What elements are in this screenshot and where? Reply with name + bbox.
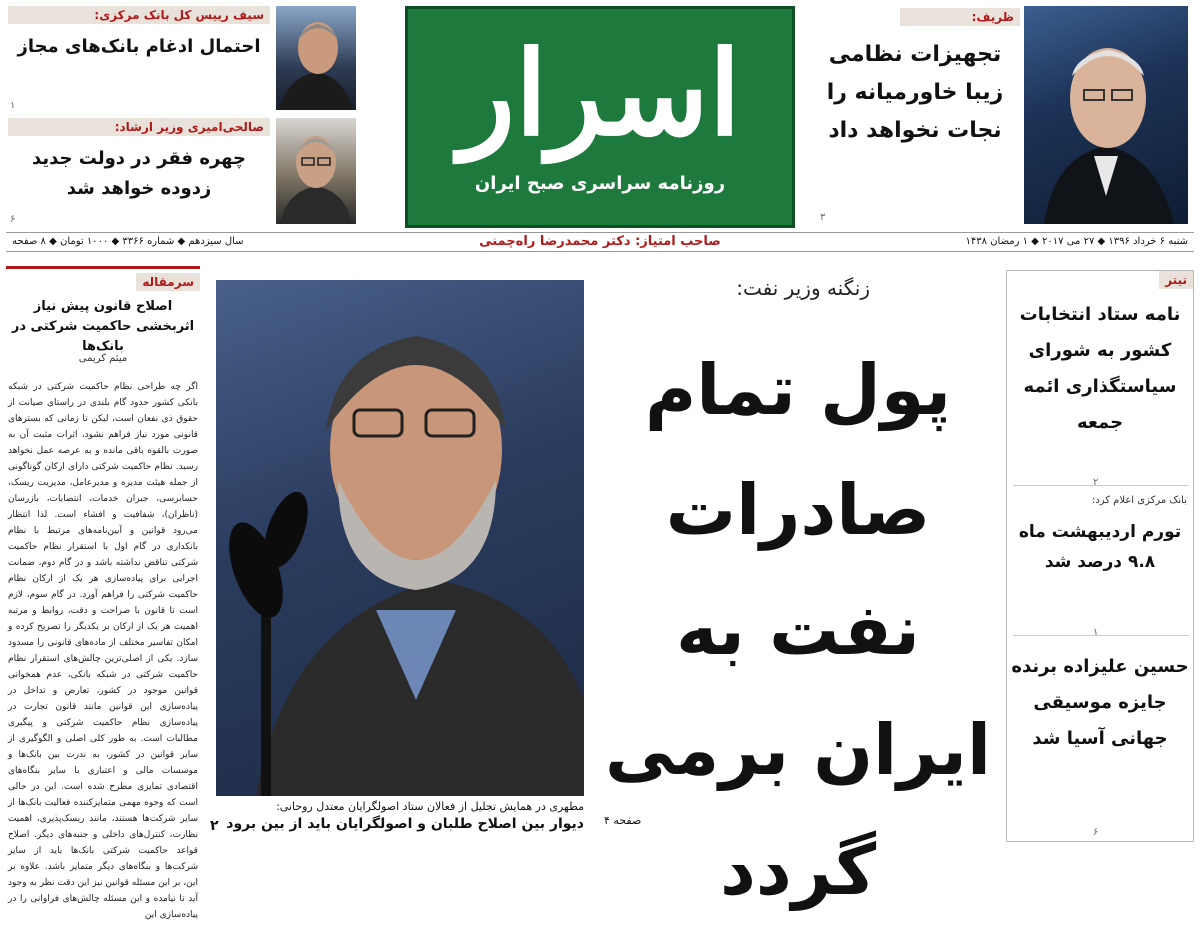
editorial-label: سرمقاله	[136, 273, 200, 291]
zarif-page-number: ۳	[820, 212, 826, 223]
divider	[1013, 485, 1189, 486]
salehi-photo	[276, 118, 356, 224]
photo-caption-kicker: مطهری در همایش تجلیل از فعالان ستاد اصولگرایان معتدل روحانی:	[276, 800, 584, 813]
seif-page-number: ۱	[10, 100, 16, 111]
main-page-reference: صفحه ۴	[604, 814, 642, 827]
election-letter-page-number: ۲	[1093, 477, 1099, 488]
issue-date: شنبه ۶ خرداد ۱۳۹۶ ◆ ۲۷ می ۲۰۱۷ ◆ ۱ رمضان ۱۴۳۸	[965, 236, 1188, 247]
inflation-headline[interactable]: تورم اردیبهشت ماه ۹.۸ درصد شد	[1018, 522, 1182, 572]
photo-caption-page-number: ۲	[210, 818, 219, 834]
logo-title: اسرار	[459, 26, 741, 162]
election-letter-headline[interactable]: نامه ستاد انتخابات کشور به شورای سیاستگذاری ائمه جمعه	[1019, 304, 1181, 433]
zarif-headline[interactable]: تجهیزات نظامی زیبا خاورمیانه را نجات نخواهد داد	[826, 42, 1004, 143]
editorial-title[interactable]: اصلاح قانون پیش نیاز اثربخشی حاکمیت شرکتی در بانک‌ها	[11, 299, 195, 354]
info-bar	[6, 232, 1194, 252]
main-headline[interactable]: پول تمام صادرات نفت به ایران برمی گردد	[605, 349, 991, 911]
seif-kicker: سیف رییس کل بانک مرکزی:	[8, 6, 270, 24]
divider	[1013, 635, 1189, 636]
inflation-kicker: بانک مرکزی اعلام کرد:	[1091, 495, 1187, 506]
salehi-page-number: ۶	[10, 214, 16, 225]
issue-details: سال سیزدهم ◆ شماره ۳۳۶۶ ◆ ۱۰۰۰ تومان ◆ ۸ صفحه	[12, 236, 244, 247]
music-award-headline[interactable]: حسین علیزاده برنده جایزه موسیقی جهانی آسیا شد	[1011, 656, 1189, 749]
editorial-author: میثم کریمی	[78, 353, 128, 364]
zarif-kicker: ظریف:	[900, 8, 1020, 26]
seif-headline[interactable]: احتمال ادغام بانک‌های مجاز	[17, 36, 261, 57]
inflation-page-number: ۱	[1093, 627, 1099, 638]
main-kicker: زنگنه وزیر نفت:	[736, 276, 870, 300]
right-column-label: تیتر	[1159, 271, 1193, 289]
logo-subtitle: روزنامه سراسری صبح ایران	[474, 173, 726, 194]
publisher-line: صاحب امتیاز: دکتر محمدرضا راه‌چمنی	[479, 234, 721, 249]
right-news-column	[1006, 270, 1194, 842]
editorial-column	[6, 266, 200, 920]
main-photo	[216, 280, 584, 796]
seif-photo	[276, 6, 356, 110]
music-award-page-number: ۶	[1093, 827, 1099, 838]
editorial-body: اگر چه طراحی نظام حاکمیت شرکتی در شبکه بانکی کشور حدود گام بلندی در راستای صیانت از حقوق ذی نفعان است، لیکن تا زمانی که بسترهای قانونی مورد نیاز فراهم نشود، اثرات مثبت آن به صورت بالقوه باقی مانده و به عرصه عمل نخواهد رسید. نظام حاکمیت شرکتی دارای ارکان گوناگونی از جمله هیئت مدیره و مدیرعامل، مدیریت ریسک، حسابرسی، جبران خدمات، انتصابات، بازرسان (ناظران)، شفافیت و افشاء است. لذا انتظار می‌رود قوانین و آیین‌نامه‌های مرتبط با نظام بانکداری در گام اول با استقرار نظام حاکمیت شرکتی تناقض نداشته باشد و در گام دوم، ضمانت اجرایی برای پیاده‌سازی هر یک از ارکان نظام حاکمیت شرکتی را فراهم آورد. در گام سوم، لازم است تا قانون با صراحت و دقت، روابط و مرتبه اهمیت هر یک از ارکان بر یکدیگر را تصریح کرده و امکان تفاسیر مختلف از ماده‌های قانونی را مسدود سازد. یکی از اصلی‌ترین چالش‌های استقرار نظام حاکمیت شرکتی در شبکه بانکی، عدم همخوانی قوانین موجود در کشور، تعارض و تداخل در پیاده‌سازی این قوانین مانند قانون تجارت در پیاده‌سازی نظام حاکمیت شرکتی و پیگیری مطالبات است. به طور کلی اصلی و الگوگیری از سایر قوانین در کشور، به ندرت بین بانک‌ها و موسسات مالی و اعتباری با سایر بنگاه‌های اقتصادی تمایزی مطرح شده است. این در حالی است که وجوه مهمی متمایزکننده فعالیت بانک‌ها از سایر شرکت‌ها هستند، مانند ریسک‌پذیری، اهمیت نظارت، کنترل‌های داخلی و جنبه‌های دیگر. اصلاح قواعد حاکمیت شرکتی بانک‌ها باید از سایر شرکت‌ها و بنگاه‌های دیگر متمایز باشد. علاوه بر این، بر این مسئله قوانین نیز این دقت نظر به وجود آید تا نیامده و این مسئله چالش‌های فراوانی را در پیاده‌سازی این	[8, 382, 198, 920]
salehi-kicker: صالحی‌امیری وزیر ارشاد:	[8, 118, 270, 136]
zarif-photo	[1024, 6, 1188, 224]
photo-caption-headline[interactable]: دیوار بین اصلاح طلبان و اصولگرایان باید از بین برود	[226, 816, 584, 832]
masthead-logo	[405, 6, 795, 228]
salehi-headline[interactable]: چهره فقر در دولت جدید زدوده خواهد شد	[31, 148, 247, 199]
